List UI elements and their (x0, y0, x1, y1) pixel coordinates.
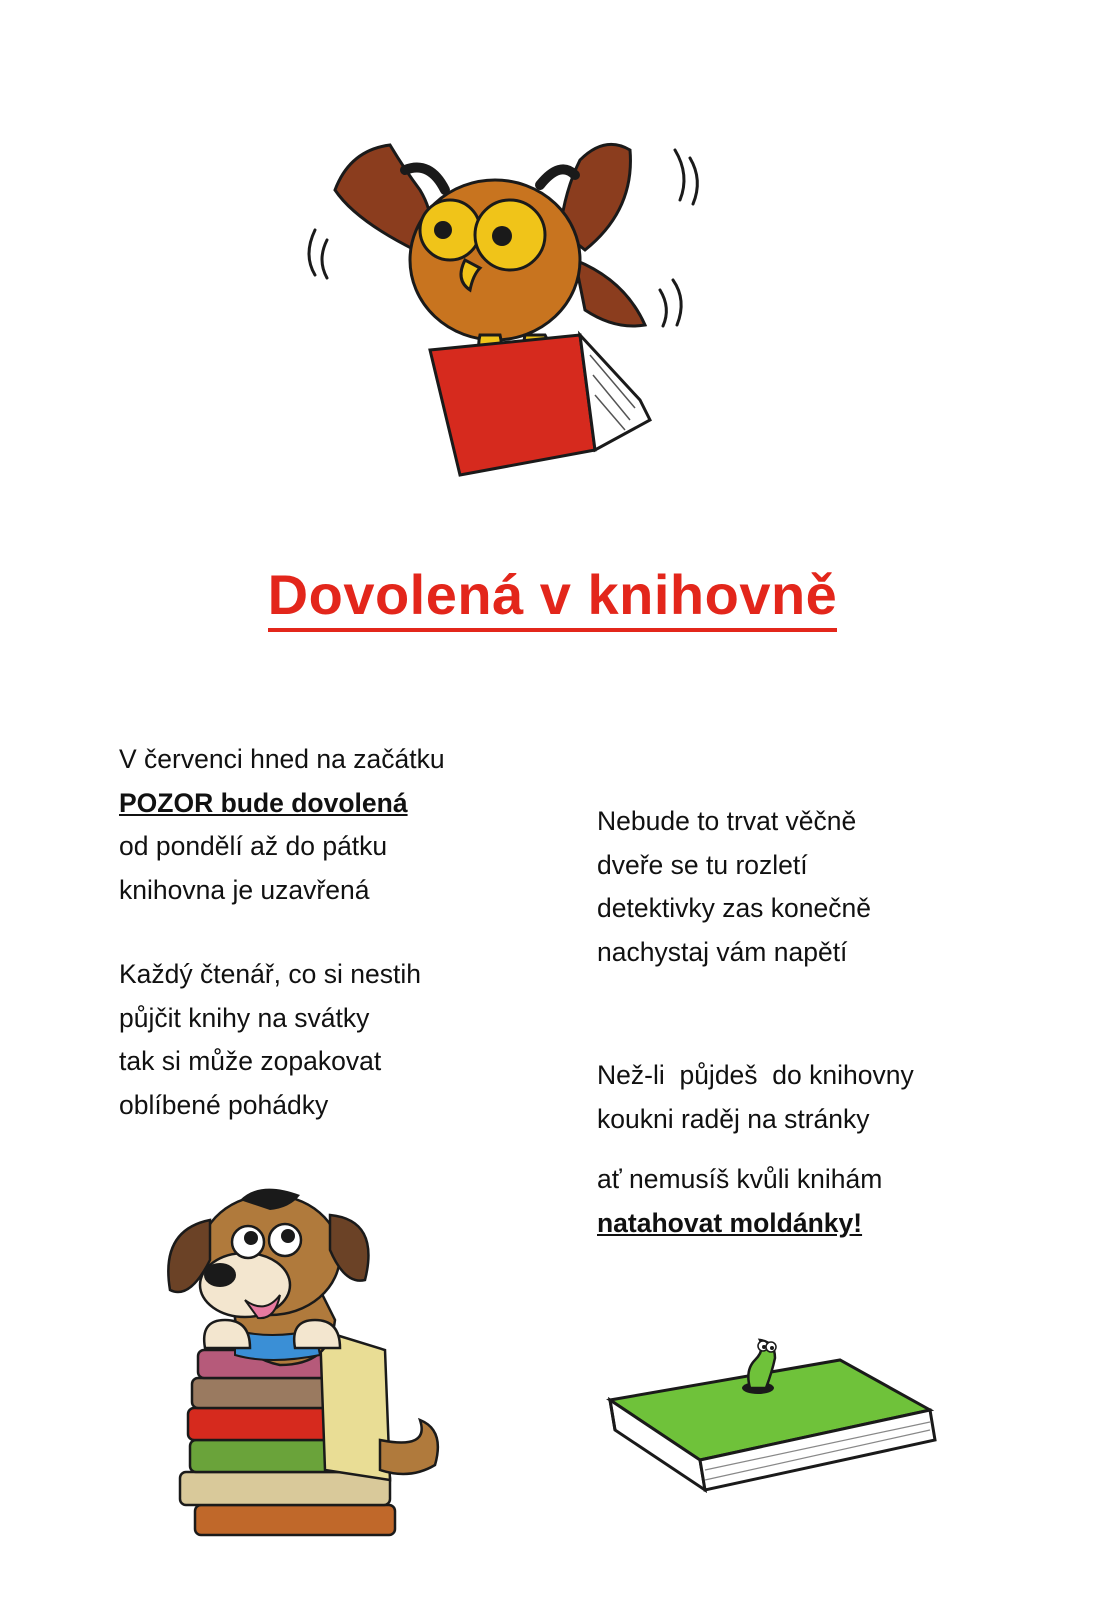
poem-line: půjčit knihy na svátky (119, 1002, 370, 1033)
poem-line-emphasis: POZOR bude dovolená (119, 787, 408, 818)
poem-line: od pondělí až do pátku (119, 831, 388, 861)
dog-on-books-illustration (150, 1180, 450, 1560)
poem-stanza-5 (597, 1158, 882, 1245)
poem-line: Nebude to trvat věčně (597, 806, 857, 836)
worm-in-book-illustration (600, 1330, 960, 1510)
poem-stanza-2 (119, 953, 421, 1127)
poem-line: dveře se tu rozletí (597, 849, 808, 880)
poem-stanza-4 (597, 1054, 914, 1141)
poem-line: koukni raděj na stránky (597, 1103, 870, 1134)
poem-stanza-1 (119, 738, 445, 912)
poem-line: tak si může zopakovat (119, 1046, 382, 1076)
page-title (0, 562, 1105, 632)
poem-line: V červenci hned na začátku (119, 744, 445, 774)
poem-line-emphasis: natahovat moldánky! (597, 1207, 863, 1238)
poem-line: Než-li půjdeš do knihovny (597, 1060, 914, 1090)
poem-line: oblíbené pohádky (119, 1089, 329, 1120)
poem-line: detektivky zas konečně (597, 893, 871, 923)
owl-illustration (295, 130, 715, 490)
poem-line: ať nemusíš kvůli knihám (597, 1164, 883, 1194)
poem-line: knihovna je uzavřená (119, 874, 370, 905)
poem-line: nachystaj vám napětí (597, 936, 848, 967)
poem-stanza-3 (597, 800, 871, 974)
page-title-text: Dovolená v knihovně (268, 564, 838, 632)
poem-line: Každý čtenář, co si nestih (119, 959, 421, 989)
